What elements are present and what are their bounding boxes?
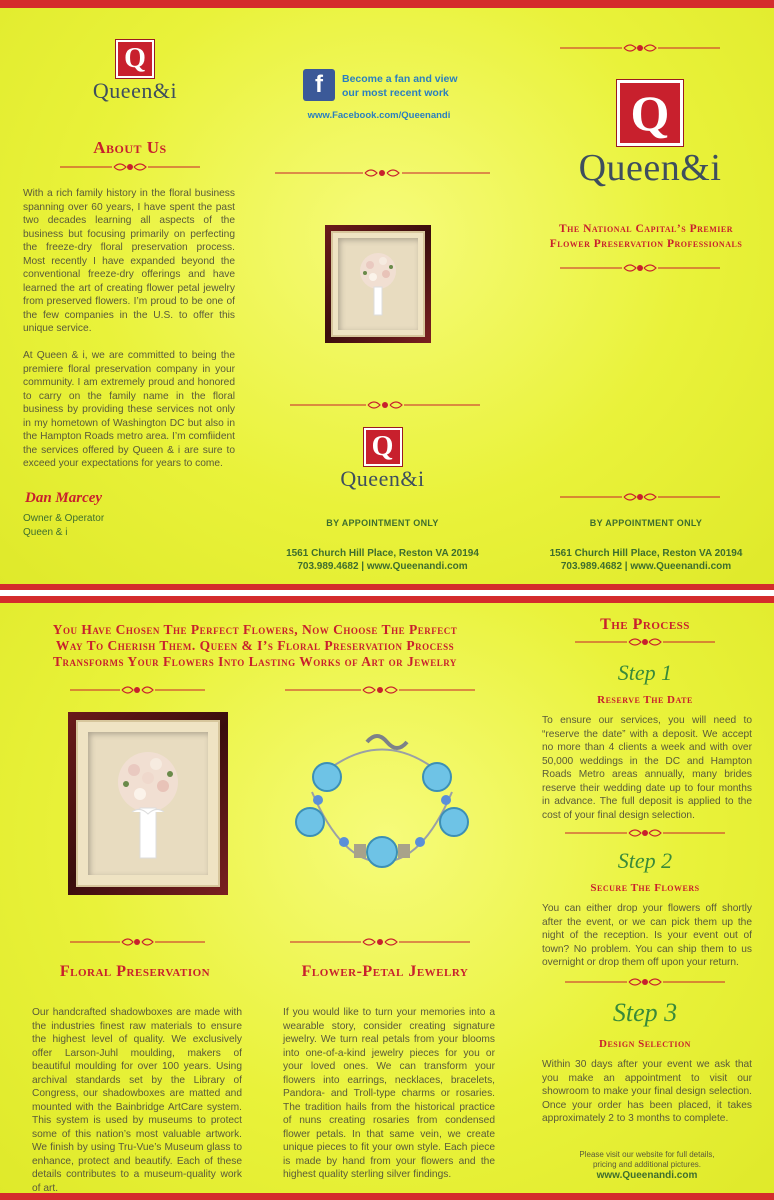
ornament-divider (70, 935, 205, 949)
ornament-divider (290, 398, 480, 412)
step-2-heading: Secure The Flowers (590, 882, 700, 894)
logo-wordmark: Queen&i (92, 78, 178, 103)
step-2-script: Step 2 (617, 848, 673, 873)
bouquet-icon (108, 744, 188, 864)
cover-tagline-2: Flower Preservation Professionals (549, 238, 743, 250)
about-paragraph-2: At Queen & i, we are committed to being the premiere floral preservation company in your community. I am extremely proud and honored to carry on the family name in the floral business by providing these services not only in my hometown of Washington DC but also in the Hampton Roads metro area. I’m comfiident the services offered by Queen & i are sure to exceed your expectations for years to come. (23, 350, 235, 469)
process-title: The Process (600, 616, 690, 633)
facebook-line-2: our most recent work (342, 87, 449, 99)
jewelry-text: If you would like to turn your memories into a wearable story, consider creating signature jewelry. We turn real petals from your blooms into one-of-a-kind jewelry pieces for you or your loved ones. We can transform your flowers into earrings, necklaces, bracelets, Pandora- and Troll-type charms or rosaries. The tradition hails from the historical practice of nuns creating rosaries from condensed flower petals. In that same vein, we create unique pieces to fit your own style. Each piece is made by hand from your flowers and the highest quality sterling silver findings. (283, 1007, 495, 1180)
facebook-url-link[interactable]: www.Facebook.com/Queenandi (307, 110, 451, 121)
bottom-red-band (0, 1193, 774, 1200)
facebook-line-1: Become a fan and view (342, 73, 458, 85)
headline-line-1: You Have Chosen The Perfect Flowers, Now Choose The Perfect (52, 622, 458, 637)
bouquet-icon (353, 249, 403, 319)
website-link[interactable]: www.Queenandi.com (596, 1170, 698, 1181)
ornament-divider (275, 166, 490, 180)
address: 1561 Church Hill Place, Reston VA 20194 (549, 548, 743, 559)
step-2-text: You can either drop your flowers off shortly after the event, or we can pick them up the night of the reception. Is your event out of town? No problem. You can ship them to us overnight or drop them off upon your return. (542, 903, 752, 968)
top-red-band (0, 0, 774, 8)
owner-company: Queen & i (23, 527, 68, 538)
owner-title: Owner & Operator (23, 513, 105, 524)
facebook-promo (342, 72, 472, 100)
ornament-divider (70, 683, 205, 697)
queen-logo-mark: Q (617, 80, 683, 146)
logo-cover (565, 80, 735, 190)
about-title: About Us (93, 138, 167, 157)
phone-website: 703.989.4682 | www.Queenandi.com (297, 561, 468, 572)
contact-block-cover (532, 518, 760, 572)
step-3-script: Step 3 (612, 998, 678, 1027)
floral-text: Our handcrafted shadowboxes are made with the industries finest raw materials to ensure the highest level of quality. We exclusively offer Larson-Juhl moulding, makers of beautiful moulding for over 100 years. Using archival standards set by the Library of Congress, our shadowboxes are matted and mounted with the Bainbridge ArtCare system. This system is used by museums to protect some of this nation’s most valuable artwork. We finish by using Tru-Vue’s Museum glass to enhance, protect and beautify. Each of these details contributes to a museum-quality work of art. (32, 1007, 242, 1194)
queen-logo-mark: Q (116, 40, 154, 78)
facebook-icon[interactable]: f (303, 69, 335, 101)
headline-line-2: Way To Cherish Them. Queen & I’s Floral Preservation Process (55, 638, 455, 653)
owner-info (23, 512, 104, 540)
shadowbox-image-small (325, 225, 431, 343)
ornament-divider (565, 975, 725, 989)
floral-title: Floral Preservation (59, 963, 211, 980)
step-1-heading: Reserve The Date (597, 694, 693, 706)
ornament-divider (290, 935, 470, 949)
logo-wordmark: Queen&i (578, 147, 722, 189)
inside-headline (15, 622, 495, 670)
jewelry-title: Flower-Petal Jewelry (301, 963, 469, 980)
ornament-divider (60, 160, 200, 174)
footer-line-1: Please visit our website for full details, (579, 1150, 715, 1159)
ornament-divider (575, 635, 715, 649)
step-3-text: Within 30 days after your event we ask that you make an appointment to visit our showroom to make your final design selection. Once your order has been placed, it takes approximately 2 to 3 months to complete. (542, 1059, 752, 1124)
contact-block-middle (270, 518, 495, 572)
footer-line-2: pricing and additional pictures. (592, 1160, 702, 1169)
cover-tagline (530, 222, 762, 252)
logo-about (80, 40, 190, 104)
queen-logo-mark: Q (364, 428, 402, 466)
headline-line-3: Transforms Your Flowers Into Lasting Works of Art or Jewelry (53, 654, 457, 669)
cover-tagline-1: The National Capital’s Premier (558, 223, 734, 235)
mid-red-band-bottom (0, 596, 774, 603)
ornament-divider (285, 683, 475, 697)
phone-website: 703.989.4682 | www.Queenandi.com (560, 561, 732, 572)
step-1-text: To ensure our services, you will need to “reserve the date” with a deposit. We accept no more than 4 clients a week and with over 50,000 weddings in the DC and Hampton Roads Metro areas annually, many brides reserve their wedding date up to four months in advance. The full deposit is applied to the cost of your final design selection. (542, 715, 752, 821)
ornament-divider (560, 41, 720, 55)
owner-signature: Dan Marcey (25, 490, 103, 506)
logo-wordmark: Queen&i (340, 466, 425, 491)
logo-middle (325, 428, 440, 492)
appointment-note: BY APPOINTMENT ONLY (326, 518, 439, 528)
mid-red-band-top (0, 584, 774, 590)
address: 1561 Church Hill Place, Reston VA 20194 (286, 548, 479, 559)
step-1-script: Step 1 (617, 660, 673, 685)
bracelet-image (282, 712, 482, 887)
process-footer (542, 1150, 752, 1170)
step-3-heading: Design Selection (599, 1038, 691, 1050)
ornament-divider (565, 826, 725, 840)
appointment-note: BY APPOINTMENT ONLY (589, 518, 703, 528)
about-paragraph-1: With a rich family history in the floral business spanning over 60 years, I have spent the past two decades learning all aspects of the business but focusing primarily on perfecting the freeze-dry floral preservation process. Most recently I have expanded beyond the conventional freeze-dry offerings and have learned the art of creating flower petal jewelry from preserved flowers. I’m proud to be one of the few companies in the U.S. to offer this unique service. (23, 188, 235, 334)
ornament-divider (560, 261, 720, 275)
shadowbox-image-large (68, 712, 228, 895)
ornament-divider (560, 490, 720, 504)
